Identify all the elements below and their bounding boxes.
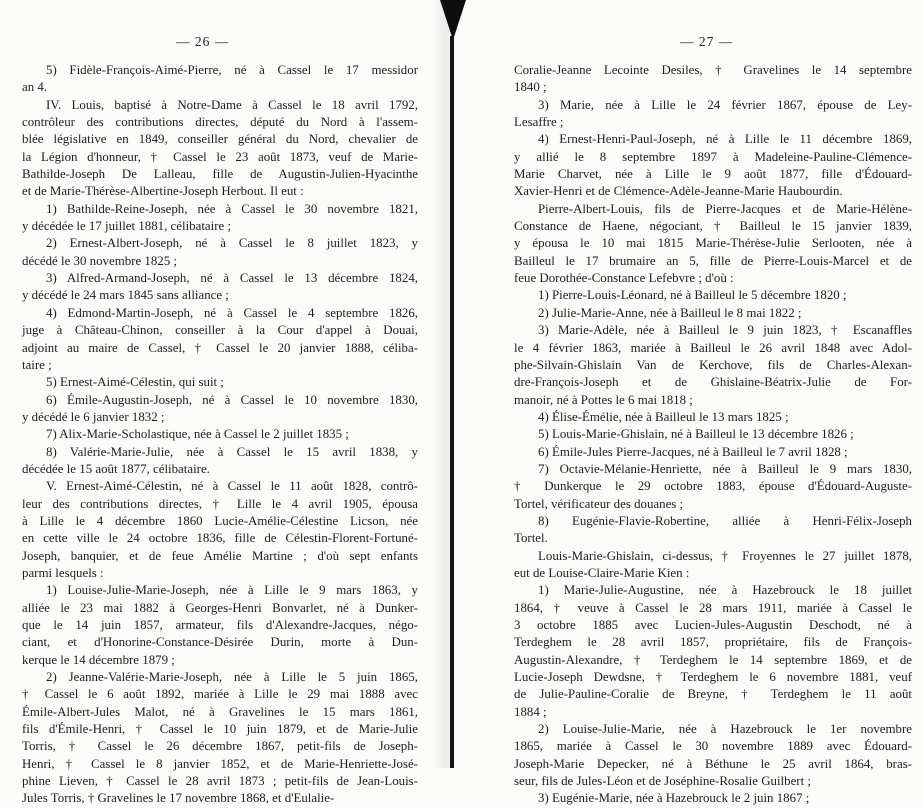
text-line: Torris, † Cassel le 26 décembre 1867, petit-fils de Joseph-: [22, 739, 418, 754]
text-line: † Cassel le 6 août 1892, mariée à Lille le 29 mai 1888 avec: [22, 687, 418, 702]
text-line: 5) Louis-Marie-Ghislain, né à Bailleul le 13 décembre 1826 ;: [538, 427, 854, 442]
text-line: alliée le 23 mai 1882 à Georges-Henri Bonvarlet, né à Dunker-: [22, 600, 418, 615]
text-line: 1840 ;: [514, 80, 547, 95]
text-line: Lesaffre ;: [514, 115, 564, 130]
text-line: 3) Alfred-Armand-Joseph, né à Cassel le 13 décembre 1824,: [46, 271, 418, 286]
text-line: Xavier-Henri et de Clémence-Adèle-Jeanne-Marie Haubourdin.: [514, 184, 843, 199]
text-line: leur des contributions directes, † Lille le 4 avril 1905, épousa: [22, 496, 418, 511]
text-line: Joseph, banquier, et de feue Amélie Martine ; d'où sept enfants: [22, 548, 418, 563]
text-line: de Julie-Pauline-Coralie de Breyne, † Terdeghem le 11 août: [514, 687, 912, 702]
text-line: et de Marie-Thérèse-Albertine-Joseph Herbout. Il eut :: [22, 184, 304, 199]
text-line: en cette ville le 24 octobre 1836, fille de Célestin-Florent-Fortuné-: [22, 531, 418, 546]
text-line: Lucie-Joseph Dewdsne, † Terdeghem le 6 novembre 1881, veuf: [514, 670, 912, 685]
text-body: [22, 62, 418, 808]
text-line: y allié le 8 septembre 1897 à Madeleine-Pauline-Clémence-: [514, 149, 912, 164]
text-line: 1884 ;: [514, 704, 547, 719]
text-line: que le 14 juin 1857, armateur, fils d'Alexandre-Jacques, négo-: [22, 618, 418, 632]
text-line: Augustin-Alexandre, † Terdeghem le 14 septembre 1869, et de: [514, 652, 912, 667]
text-line: Marie Charvet, née à Lille le 9 août 1877, fille d'Édouard-: [514, 167, 912, 182]
text-line: 8) Valérie-Marie-Julie, née à Cassel le 15 avril 1838, y: [46, 444, 418, 459]
text-line: 2) Ernest-Albert-Joseph, né à Cassel le 8 juillet 1823, y: [46, 236, 418, 251]
text-line: † Dunkerque le 29 octobre 1883, épouse d'Édouard-Auguste-: [514, 479, 912, 494]
text-line: y décédé le 24 mars 1845 sans alliance ;: [22, 288, 229, 303]
text-line: juge à Château-Chinon, conseiller à la Cour d'appel à Douai,: [22, 323, 418, 338]
text-line: 3) Eugénie-Marie, née à Hazebrouck le 2 juin 1867 ;: [538, 791, 810, 806]
text-line: 4) Edmond-Martin-Joseph, né à Cassel le 4 septembre 1826,: [46, 305, 418, 320]
text-line: 4) Ernest-Henri-Paul-Joseph, né à Lille le 11 décembre 1869,: [538, 132, 912, 147]
text-line: feue Dorothée-Constance Lefebvre ; d'où :: [514, 271, 734, 286]
text-line: Bathilde-Joseph De Lalleau, fille de Augustin-Julien-Hyacinthe: [22, 167, 418, 182]
text-line: 2) Julie-Marie-Anne, née à Bailleul le 8 mai 1822 ;: [538, 305, 802, 320]
text-line: 7) Alix-Marie-Scholastique, née à Cassel le 2 juillet 1835 ;: [46, 427, 349, 442]
text-line: IV. Louis, baptisé à Notre-Dame à Cassel le 18 avril 1792,: [46, 97, 418, 112]
text-line: an 4.: [22, 80, 48, 95]
text-line: décédée le 15 août 1877, célibataire.: [22, 461, 210, 476]
text-line: seur, fils de Jules-Léon et de Joséphine-Rosalie Guilbert ;: [514, 774, 811, 789]
text-line: 2) Louise-Julie-Marie, née à Hazebrouck le 1er novembre: [538, 722, 912, 737]
text-line: 1865, mariée à Cassel le 30 novembre 1889 avec Édouard-: [514, 739, 912, 754]
text-line: adjoint au maire de Cassel, † Cassel le 20 janvier 1888, céliba-: [22, 340, 418, 355]
text-line: y épousa le 10 mai 1815 Marie-Thérèse-Julie Serlooten, née à: [514, 236, 912, 251]
text-line: 6) Émile-Jules Pierre-Jacques, né à Bailleul le 7 avril 1828 ;: [538, 444, 848, 459]
text-line: à Lille le 4 décembre 1860 Lucie-Amélie-Célestine Licson, née: [22, 513, 418, 528]
text-line: 5) Fidèle-François-Aimé-Pierre, né à Cassel le 17 messidor: [46, 63, 418, 77]
text-line: 5) Ernest-Aimé-Célestin, qui suit ;: [46, 375, 224, 390]
text-line: taire ;: [22, 357, 52, 372]
text-line: 1) Bathilde-Reine-Joseph, née à Cassel le 30 novembre 1821,: [46, 201, 418, 216]
text-line: V. Ernest-Aimé-Célestin, né à Cassel le 11 août 1828, contrô-: [46, 479, 418, 494]
text-line: 3) Marie-Adèle, née à Bailleul le 9 juin 1823, † Escanaffles: [538, 323, 912, 338]
text-line: 2) Jeanne-Valérie-Marie-Joseph, née à Lille le 5 juin 1865,: [46, 670, 418, 685]
text-line: 7) Octavie-Mélanie-Henriette, née à Bailleul le 9 mars 1830,: [538, 461, 912, 476]
binding-shadow: [440, 0, 466, 40]
page-left: [0, 0, 440, 806]
text-line: décédé le 30 novembre 1825 ;: [22, 253, 177, 268]
text-line: Henri, † Cassel le 8 janvier 1852, et de Marie-Henriette-José-: [22, 756, 418, 771]
text-line: 3 octobre 1885 avec Lucien-Jules-Augustin Deschodt, né à: [514, 618, 912, 632]
text-line: 1) Pierre-Louis-Léonard, né à Bailleul le 5 décembre 1820 ;: [538, 288, 847, 303]
book-spine: [450, 36, 454, 768]
text-line: Terdeghem le 28 avril 1857, propriétaire, fils de François-: [514, 635, 912, 650]
page-number: — 27 —: [680, 34, 734, 49]
text-line: dre-François-Joseph et de Ghislaine-Béatrix-Julie de For-: [514, 375, 912, 390]
text-line: 1) Louise-Julie-Marie-Joseph, née à Lille le 9 mars 1863, y: [46, 583, 418, 598]
text-line: Joseph-Marie Depecker, né à Béthune le 25 avril 1864, bras-: [514, 756, 912, 771]
text-line: phe-Silvain-Ghislain Van de Kerchove, fils de Charles-Alexan-: [514, 357, 912, 372]
text-line: 3) Marie, née à Lille le 24 février 1867, épouse de Ley-: [538, 97, 912, 112]
text-line: fils d'Émile-Henri, † Cassel le 10 juin 1879, et de Marie-Julie: [22, 722, 418, 737]
text-line: y décédé le 6 janvier 1832 ;: [22, 409, 165, 424]
text-line: Bailleul le 17 brumaire an 5, fille de Pierre-Louis-Marcel et de: [514, 253, 912, 268]
text-line: Émile-Albert-Jules Malot, né à Gravelines le 15 mars 1861,: [22, 704, 418, 719]
text-line: 4) Élise-Émélie, née à Bailleul le 13 mars 1825 ;: [538, 409, 789, 424]
page-right: [452, 0, 923, 806]
text-line: 6) Émile-Augustin-Joseph, né à Cassel le 10 novembre 1830,: [46, 392, 418, 407]
text-line: blée législative en 1849, conseiller général du Nord, chevalier de: [22, 132, 418, 147]
text-line: la Légion d'honneur, † Cassel le 23 août 1873, veuf de Marie-: [22, 149, 418, 164]
text-line: contrôleur des contributions directes, député du Nord à l'assem-: [22, 115, 418, 130]
text-line: Jules Torris, † Gravelines le 17 novembre 1868, et d'Eulalie-: [22, 791, 335, 806]
text-line: ciant, et d'Honorine-Constance-Désirée Durin, morte à Dun-: [22, 635, 418, 650]
text-line: Tortel.: [514, 531, 548, 546]
text-line: Coralie-Jeanne Lecointe Desiles, † Gravelines le 14 septembre: [514, 63, 912, 77]
text-line: manoir, né à Pottes le 6 mai 1818 ;: [514, 392, 693, 407]
text-line: 8) Eugénie-Flavie-Robertine, alliée à Henri-Félix-Joseph: [538, 513, 912, 528]
text-line: parmi lesquels :: [22, 565, 104, 580]
text-line: le 4 février 1863, mariée à Bailleul le 26 avril 1848 avec Adol-: [514, 340, 912, 355]
text-line: kerque le 14 décembre 1879 ;: [22, 652, 175, 667]
text-line: Tortel, vérificateur des douanes ;: [514, 496, 684, 511]
text-line: Pierre-Albert-Louis, fils de Pierre-Jacques et de Marie-Hélène-: [538, 201, 912, 216]
text-line: eut de Louise-Claire-Marie Kien :: [514, 565, 690, 580]
text-body: [514, 62, 912, 808]
page-number: — 26 —: [176, 34, 230, 49]
text-line: phine Lieven, † Cassel le 28 avril 1873 ; petit-fils de Jean-Louis-: [22, 774, 418, 789]
text-line: y décédée le 17 juillet 1881, célibataire ;: [22, 219, 232, 234]
text-line: Louis-Marie-Ghislain, ci-dessus, † Froyennes le 27 juillet 1878,: [538, 548, 912, 563]
text-line: 1) Marie-Julie-Augustine, née à Hazebrouck le 18 juillet: [538, 583, 912, 598]
text-line: Constance de Haene, négociant, † Bailleul le 15 janvier 1839,: [514, 219, 912, 234]
text-line: 1864, † veuve à Cassel le 28 mars 1911, mariée à Cassel le: [514, 600, 912, 615]
